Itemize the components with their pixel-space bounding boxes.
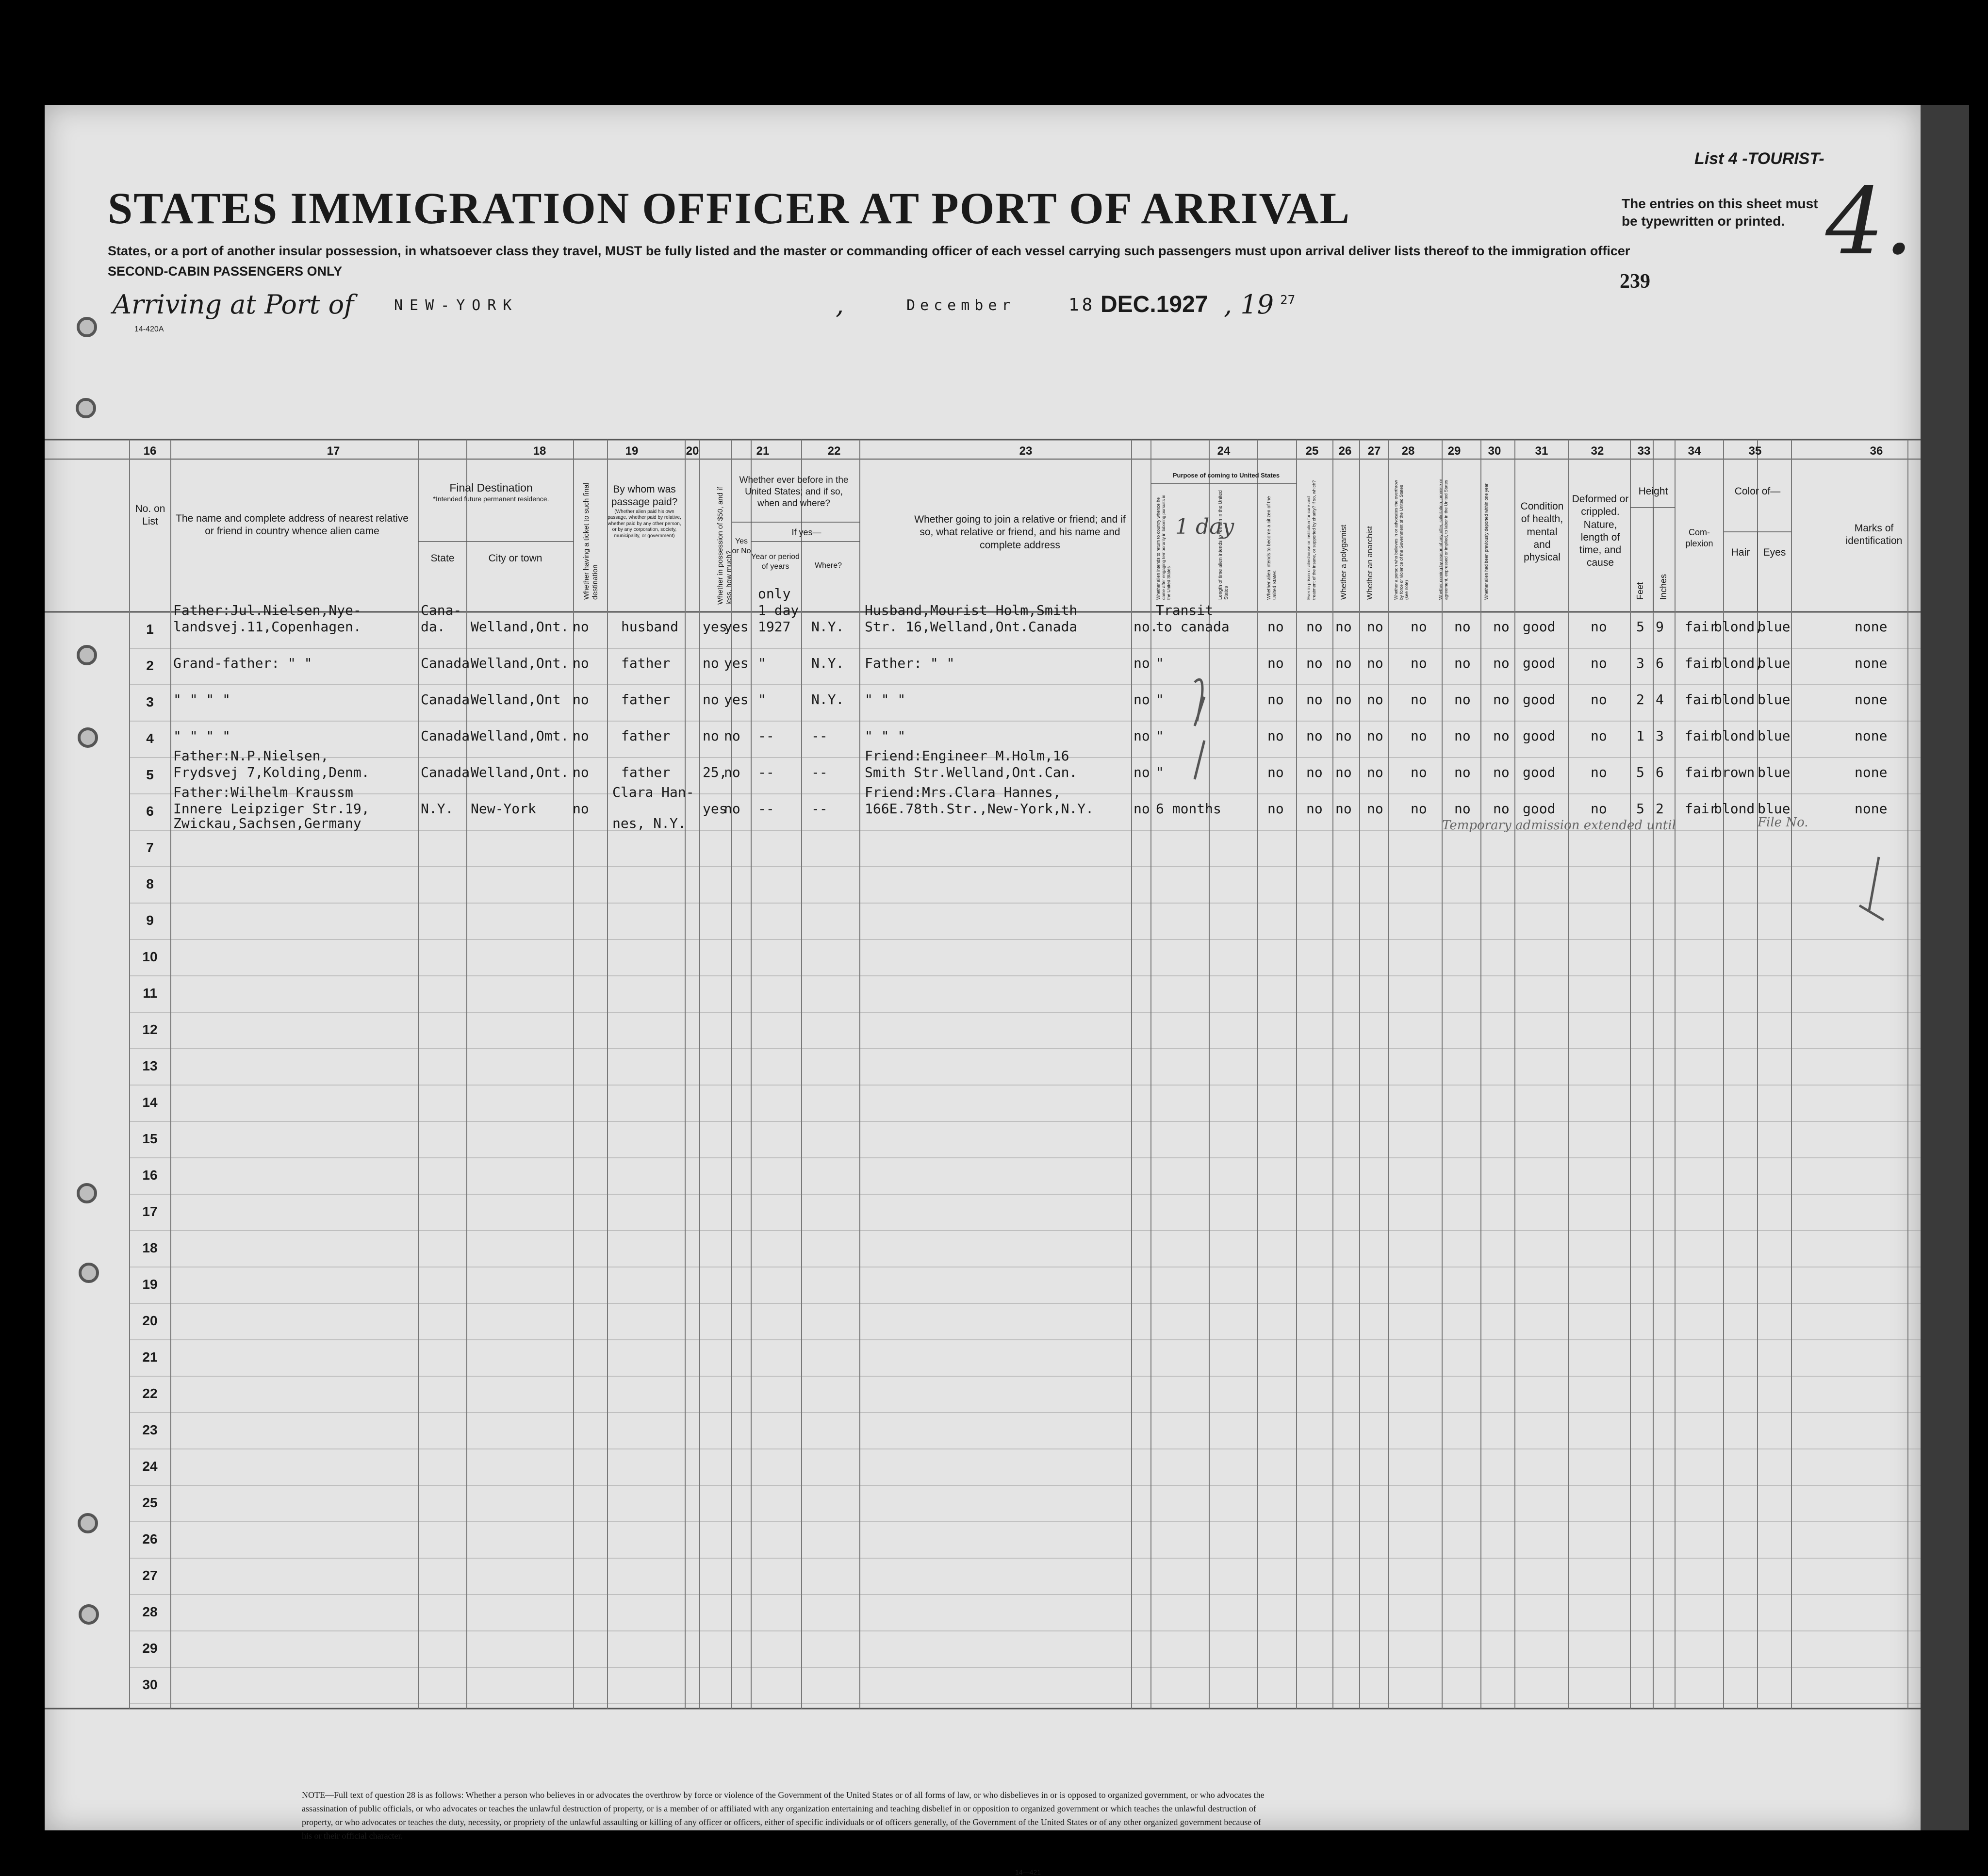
row-number: 12 <box>142 1022 158 1037</box>
cell-hair: blond, <box>1714 655 1763 671</box>
cell-deformed: no <box>1591 691 1607 708</box>
cell-deported: no <box>1493 691 1510 708</box>
row-number: 14 <box>142 1095 158 1110</box>
cell-citizen: no <box>1267 655 1284 671</box>
cell-inches: 9 <box>1656 619 1664 635</box>
cell-where: -- <box>811 801 828 817</box>
date-stamp: DEC.1927 <box>1101 292 1208 317</box>
column-number: 36 <box>1870 444 1883 458</box>
row-number: 8 <box>146 876 154 891</box>
cell-join-2: Smith Str.Welland,Ont.Can. <box>865 764 1078 780</box>
cell-citizen: no <box>1267 619 1284 635</box>
cell-prison: no <box>1306 801 1323 817</box>
header-length: Length of time alien intends to remain in the United States <box>1218 490 1229 600</box>
cell-before: no <box>724 801 740 817</box>
cell-hair: blond, <box>1714 619 1763 635</box>
header-relative-address: The name and complete address of nearest relative or friend in country whence alien came <box>176 513 409 537</box>
cell-complexion: fair <box>1685 764 1718 780</box>
cell-inches: 2 <box>1656 801 1664 817</box>
cell-ticket: no <box>573 619 589 635</box>
header-feet: Feet <box>1635 582 1645 600</box>
cell-length-2: to canada <box>1156 619 1230 635</box>
punch-hole <box>77 1183 97 1203</box>
temporary-admission-note: Temporary admission extended until <box>1442 818 1676 833</box>
cell-overthrow: no <box>1411 691 1427 708</box>
cell-join-1: Father: " " <box>865 655 955 671</box>
cell-ticket: no <box>573 801 589 817</box>
cell-deformed: no <box>1591 801 1607 817</box>
cell-join-1: Friend:Engineer M.Holm,16 <box>865 748 1069 764</box>
cell-feet: 5 <box>1636 801 1644 817</box>
cell-eyes: blue <box>1758 691 1791 708</box>
header-returning: Whether alien intends to return to country whence he came after engaging temporarily in laboring pursuits in the United States <box>1156 494 1171 600</box>
cell-feet: 3 <box>1636 655 1644 671</box>
cell-state: N.Y. <box>421 801 454 817</box>
cell-complexion: fair <box>1685 655 1718 671</box>
cell-paid-2: nes, N.Y. <box>612 815 686 831</box>
row-number: 4 <box>146 731 154 746</box>
cell-complexion: fair <box>1685 691 1718 708</box>
header-marks: Marks of identification <box>1845 523 1903 547</box>
cell-health: good <box>1523 764 1556 780</box>
cell-feet: 2 <box>1636 691 1644 708</box>
cell-marks: none <box>1855 619 1888 635</box>
cell-relative-1: Father:Jul.Nielsen,Nye- <box>173 602 361 618</box>
cell-eyes: blue <box>1758 619 1791 635</box>
cell-length-1: 6 months <box>1156 801 1221 817</box>
column-number: 20 <box>686 444 699 458</box>
row-number: 22 <box>142 1386 158 1401</box>
cell-marks: none <box>1855 801 1888 817</box>
cell-ticket: no <box>573 764 589 780</box>
list-number: 4 <box>1728 149 1738 168</box>
header-city: City or town <box>488 553 542 564</box>
page-edge <box>1921 105 1969 1830</box>
header-passage-paid: By whom was passage paid? (Whether alien paid his own passage, whether paid by relative, whether paid by any other person, or by any corporation, society, municipality, or government) <box>608 484 681 539</box>
cell-complexion: fair <box>1685 619 1718 635</box>
cell-state: Canada <box>421 728 470 744</box>
cell-deported: no <box>1493 728 1510 744</box>
cell-paid: husband <box>621 619 679 635</box>
form-code: 14-420A <box>134 325 164 333</box>
header-polygamist: Whether a polygamist <box>1340 525 1348 600</box>
cell-before: yes <box>724 655 749 671</box>
cell-ticket: no <box>573 728 589 744</box>
cell-join-2: Str. 16,Welland,Ont.Canada <box>865 619 1078 635</box>
cell-city: Welland,Omt. <box>471 728 569 744</box>
cell-feet: 5 <box>1636 619 1644 635</box>
cell-money: no <box>703 728 719 744</box>
row-number: 13 <box>142 1058 158 1073</box>
cell-returning: no <box>1134 764 1150 780</box>
cell-before: yes <box>724 691 749 708</box>
cell-polygamist: no <box>1335 728 1352 744</box>
cell-returning: no <box>1134 655 1150 671</box>
cell-state: Canada <box>421 691 470 708</box>
row-number: 19 <box>142 1277 158 1292</box>
arrival-day: 18 <box>1068 295 1096 315</box>
cell-marks: none <box>1855 728 1888 744</box>
cell-where: N.Y. <box>811 691 844 708</box>
column-number: 29 <box>1447 444 1461 458</box>
cell-anarchist: no <box>1367 619 1383 635</box>
header-purpose: Purpose of coming to United States <box>1172 472 1280 479</box>
header-join-relative: Whether going to join a relative or friend; and if so, what relative or friend, and his name and complete address <box>914 514 1126 551</box>
cell-feet: 5 <box>1636 764 1644 780</box>
header-if-yes: If yes— <box>791 527 821 537</box>
cell-city: Welland,Ont. <box>471 655 569 671</box>
cell-state: Cana- <box>421 602 462 618</box>
cell-overthrow: no <box>1411 655 1427 671</box>
header-complexion: Com-plexion <box>1685 527 1713 548</box>
cell-where: -- <box>811 728 828 744</box>
cell-eyes: blue <box>1758 801 1791 817</box>
cell-join-1: " " " <box>865 691 906 708</box>
cell-labor: no <box>1454 801 1471 817</box>
cell-polygamist: no <box>1335 655 1352 671</box>
cell-where: N.Y. <box>811 619 844 635</box>
cell-anarchist: no <box>1367 691 1383 708</box>
cell-state: Canada <box>421 764 470 780</box>
cell-length-1: " <box>1156 655 1164 671</box>
cell-prison: no <box>1306 655 1323 671</box>
row-number: 29 <box>142 1641 158 1656</box>
cell-prison: no <box>1306 691 1323 708</box>
cell-join-1: Husband,Mourist Holm,Smith <box>865 602 1078 618</box>
cell-join-2: 166E.78th.Str.,New-York,N.Y. <box>865 801 1094 817</box>
cell-marks: none <box>1855 764 1888 780</box>
cabin-class: SECOND-CABIN PASSENGERS ONLY <box>108 264 343 279</box>
cell-period-1: " <box>758 691 766 708</box>
cell-length-1: " <box>1156 764 1164 780</box>
cell-anarchist: no <box>1367 728 1383 744</box>
cell-eyes: blue <box>1758 764 1791 780</box>
cell-complexion: fair <box>1685 801 1718 817</box>
cell-where: -- <box>811 764 828 780</box>
row-number: 5 <box>146 767 154 782</box>
cell-paid: father <box>621 728 671 744</box>
column-number: 18 <box>533 444 546 458</box>
cell-returning: no <box>1134 728 1150 744</box>
cell-inches: 6 <box>1656 655 1664 671</box>
cell-relative-2: Frydsvej 7,Kolding,Denm. <box>173 764 370 780</box>
row-number: 2 <box>146 658 154 673</box>
header-eyes: Eyes <box>1763 547 1786 558</box>
cell-period-1: -- <box>758 764 774 780</box>
cell-polygamist: no <box>1335 801 1352 817</box>
header-height: Height <box>1638 486 1668 497</box>
cell-join-1: " " " <box>865 728 906 744</box>
cell-prison: no <box>1306 619 1323 635</box>
year-prefix: , 19 <box>1224 289 1274 320</box>
port-name: NEW-YORK <box>394 297 519 314</box>
cell-money: 25, <box>703 764 727 780</box>
column-number: 22 <box>827 444 841 458</box>
header-anarchist: Whether an anarchist <box>1366 526 1374 600</box>
cell-state: Canada <box>421 655 470 671</box>
column-number: 27 <box>1367 444 1381 458</box>
column-number: 32 <box>1591 444 1604 458</box>
cell-feet: 1 <box>1636 728 1644 744</box>
row-number: 23 <box>142 1422 158 1437</box>
cell-anarchist: no <box>1367 655 1383 671</box>
row-number: 16 <box>142 1168 158 1183</box>
header-prison: Ever in prison or almshouse or institution for care and treatment of the insane, or supported by charity? If so, which? <box>1306 480 1316 600</box>
cell-returning: no <box>1134 691 1150 708</box>
cell-deported: no <box>1493 655 1510 671</box>
cell-eyes: blue <box>1758 728 1791 744</box>
list-class: -TOURIST- <box>1742 149 1824 168</box>
cell-join-1: Friend:Mrs.Clara Hannes, <box>865 784 1061 800</box>
cell-prison: no <box>1306 728 1323 744</box>
footer-code: 14—421 <box>1015 1868 1041 1876</box>
cell-health: good <box>1523 691 1556 708</box>
cell-length-1: " <box>1156 691 1164 708</box>
cell-returning: no. <box>1134 619 1158 635</box>
cell-relative-1: " " " " <box>173 728 231 744</box>
cell-labor: no <box>1454 655 1471 671</box>
cell-city: Welland,Ont. <box>471 619 569 635</box>
header-final-destination: Final Destination *Intended future permanent residence. <box>433 481 549 503</box>
cell-citizen: no <box>1267 764 1284 780</box>
cell-health: good <box>1523 619 1556 635</box>
row-number: 1 <box>146 622 154 637</box>
page-title: STATES IMMIGRATION OFFICER AT PORT OF ARRIVAL <box>108 183 1350 233</box>
row-number: 15 <box>142 1131 158 1146</box>
cell-inches: 6 <box>1656 764 1664 780</box>
header-money: Whether in possession of $50, and if less, how much? <box>716 487 733 605</box>
cell-marks: none <box>1855 691 1888 708</box>
cell-paid: father <box>621 655 671 671</box>
row-number: 3 <box>146 694 154 709</box>
cell-citizen: no <box>1267 801 1284 817</box>
header-before-in-us: Whether ever before in the United States; and if so, when and where? <box>739 475 849 509</box>
cell-hair: blond <box>1714 801 1755 817</box>
column-number: 23 <box>1019 444 1033 458</box>
cell-polygamist: no <box>1335 619 1352 635</box>
cell-complexion: fair <box>1685 728 1718 744</box>
list-label: List 4 -TOURIST- <box>1694 149 1824 168</box>
cell-period-1: only <box>758 586 791 602</box>
cell-city: Welland,Ont. <box>471 764 569 780</box>
cell-deformed: no <box>1591 619 1607 635</box>
punch-hole <box>77 645 97 665</box>
cell-hair: blond <box>1714 728 1755 744</box>
row-number: 18 <box>142 1240 158 1255</box>
column-number: 28 <box>1401 444 1415 458</box>
cell-length-1: " <box>1156 728 1164 744</box>
cell-paid: father <box>621 691 671 708</box>
cell-eyes: blue <box>1758 655 1791 671</box>
cell-deported: no <box>1493 619 1510 635</box>
cell-overthrow: no <box>1411 619 1427 635</box>
column-number: 33 <box>1637 444 1651 458</box>
row-number: 20 <box>142 1313 158 1328</box>
cell-period-2: 1 day <box>758 602 799 618</box>
row-number: 27 <box>142 1568 158 1583</box>
cell-where: N.Y. <box>811 655 844 671</box>
header-overthrow: Whether a person who believes in or advocates the overthrow by force or violence of the Government of the United States (see note) <box>1394 480 1409 600</box>
handwritten-check <box>1840 852 1898 939</box>
cell-money: no <box>703 691 719 708</box>
row-number: 21 <box>142 1349 158 1365</box>
cell-returning: no <box>1134 801 1150 817</box>
header-inches: Inches <box>1659 574 1668 600</box>
arrival-month: December <box>906 297 1016 314</box>
manifest-sheet <box>45 105 1921 1876</box>
cell-money: no <box>703 655 719 671</box>
header-period: Year or period of years <box>751 553 800 571</box>
subtitle: States, or a port of another insular possession, in whatsoever class they travel, MUST be fully listed and the master or commanding officer of each vessel carrying such passengers must upon arrival deliver lists thereof to the immigration officer <box>108 244 1630 258</box>
cell-health: good <box>1523 801 1556 817</box>
cell-paid: Clara Han- <box>612 784 694 800</box>
column-number: 30 <box>1488 444 1501 458</box>
row-number: 25 <box>142 1495 158 1510</box>
table-grid <box>45 105 1921 1830</box>
header-citizen: Whether alien intends to become a citizen of the United States <box>1266 496 1278 600</box>
punch-hole <box>76 398 96 418</box>
footer-note: NOTE—Full text of question 28 is as follows: Whether a person who believes in or advocates the overthrow by force or violence of the Government of the United States or of all forms of law, or who disbelieves in or is opposed to organized government, or who advocates the assassination of public officials, or who advocates or teaches the unlawful destruction of property, or is a member of or affiliated with any organization entertaining and teaching disbelief in or opposition to organized government or which teaches the unlawful destruction of property, or who advocates or teaches the duty, necessity, or propriety of the unlawful assaulting or killing of any officer or officers, either of specific individuals or of officers generally, of the Government of the United States or of any other organized government because of his or their official character. <box>302 1790 1265 1841</box>
cell-deformed: no <box>1591 728 1607 744</box>
cell-health: good <box>1523 728 1556 744</box>
header-deformed: Deformed or crippled. Nature, length of time, and cause <box>1572 494 1629 569</box>
cell-prison: no <box>1306 764 1323 780</box>
cell-relative-1: Father:N.P.Nielsen, <box>173 748 329 764</box>
cell-overthrow: no <box>1411 728 1427 744</box>
cell-ticket: no <box>573 691 589 708</box>
header-health: Condition of health, mental and physical <box>1520 501 1564 563</box>
year-suffix: 27 <box>1280 293 1296 308</box>
punch-hole <box>79 1263 99 1283</box>
punch-hole <box>77 317 97 337</box>
cell-citizen: no <box>1267 691 1284 708</box>
handwritten-bracket-marks <box>1185 668 1331 813</box>
cell-polygamist: no <box>1335 764 1352 780</box>
cell-relative-2: Innere Leipziger Str.19, <box>173 801 370 817</box>
cell-inches: 4 <box>1656 691 1664 708</box>
header-state: State <box>430 553 455 564</box>
instructions: The entries on this sheet must be typewritten or printed. <box>1622 196 1818 229</box>
cell-overthrow: no <box>1411 764 1427 780</box>
cell-labor: no <box>1454 728 1471 744</box>
column-number: 16 <box>143 444 157 458</box>
cell-before: no <box>724 764 740 780</box>
column-number: 24 <box>1217 444 1231 458</box>
cell-relative-2: landsvej.11,Copenhagen. <box>173 619 361 635</box>
row-number: 24 <box>142 1459 158 1474</box>
cell-hair: brown <box>1714 764 1755 780</box>
header-color: Color of— <box>1734 486 1781 497</box>
column-number: 25 <box>1305 444 1319 458</box>
header-ticket: Whether having a ticket to such final destination <box>582 483 599 600</box>
cell-anarchist: no <box>1367 801 1383 817</box>
punch-hole <box>79 1604 99 1625</box>
cell-ticket: no <box>573 655 589 671</box>
punch-hole <box>78 727 98 748</box>
row-number: 11 <box>143 986 157 1001</box>
cell-city: Welland,Ont <box>471 691 561 708</box>
cell-period-1: -- <box>758 801 774 817</box>
cell-hair: blond <box>1714 691 1755 708</box>
cell-labor: no <box>1454 691 1471 708</box>
cell-relative-3: Zwickau,Sachsen,Germany <box>173 815 361 831</box>
row-number: 7 <box>146 840 154 855</box>
cell-health: good <box>1523 655 1556 671</box>
header-yes-no: Yes or No <box>732 537 751 555</box>
cell-money: yes <box>703 619 727 635</box>
cell-relative-1: Father:Wilhelm Kraussm <box>173 784 353 800</box>
column-number: 35 <box>1748 444 1762 458</box>
column-number: 26 <box>1338 444 1352 458</box>
row-number: 30 <box>142 1677 158 1692</box>
cell-before: no <box>724 728 740 744</box>
punch-hole <box>78 1513 98 1533</box>
cell-deported: no <box>1493 801 1510 817</box>
cell-length-1: Transit <box>1156 602 1214 618</box>
cell-deformed: no <box>1591 764 1607 780</box>
column-number: 31 <box>1535 444 1548 458</box>
cell-deported: no <box>1493 764 1510 780</box>
header-where: Where? <box>814 561 842 570</box>
cell-period-3: 1927 <box>758 619 791 635</box>
row-number: 9 <box>146 913 154 928</box>
cell-paid: father <box>621 764 671 780</box>
row-number: 6 <box>146 804 154 819</box>
cell-city: New-York <box>471 801 536 817</box>
comma-1: , <box>836 289 844 320</box>
row-number: 10 <box>142 949 158 964</box>
cell-money: yes <box>703 801 727 817</box>
header-labor-offer: Whether coming by reason of any offer, solicitation, promise or agreement, expressed or implied, to labor in the United States <box>1438 479 1448 600</box>
cell-citizen: no <box>1267 728 1284 744</box>
cell-inches: 3 <box>1656 728 1664 744</box>
column-number: 19 <box>625 444 639 458</box>
row-number: 17 <box>142 1204 158 1219</box>
cell-state-2: da. <box>421 619 445 635</box>
sheet-number: 239 <box>1620 270 1650 293</box>
arrival-line: Arriving at Port of <box>113 289 354 320</box>
header-hair: Hair <box>1731 547 1750 558</box>
header-deported: Whether alien had been previously deported within one year <box>1484 483 1489 600</box>
cell-labor: no <box>1454 764 1471 780</box>
cell-polygamist: no <box>1335 691 1352 708</box>
cell-deformed: no <box>1591 655 1607 671</box>
cell-overthrow: no <box>1411 801 1427 817</box>
file-number-label: File No. <box>1758 815 1808 830</box>
column-number: 21 <box>756 444 770 458</box>
cell-labor: no <box>1454 619 1471 635</box>
cell-marks: none <box>1855 655 1888 671</box>
page-mark: 4. <box>1825 168 1914 275</box>
cell-relative-1: Grand-father: " " <box>173 655 312 671</box>
column-number: 17 <box>327 444 340 458</box>
handwritten-one-day: 1 day <box>1175 514 1234 539</box>
cell-period-1: " <box>758 655 766 671</box>
header-no-on-list: No. on List <box>135 503 165 527</box>
column-number: 34 <box>1688 444 1701 458</box>
row-number: 26 <box>142 1531 158 1547</box>
cell-anarchist: no <box>1367 764 1383 780</box>
cell-before: yes <box>724 619 749 635</box>
row-number: 28 <box>142 1604 158 1619</box>
cell-period-1: -- <box>758 728 774 744</box>
cell-relative-1: " " " " <box>173 691 231 708</box>
